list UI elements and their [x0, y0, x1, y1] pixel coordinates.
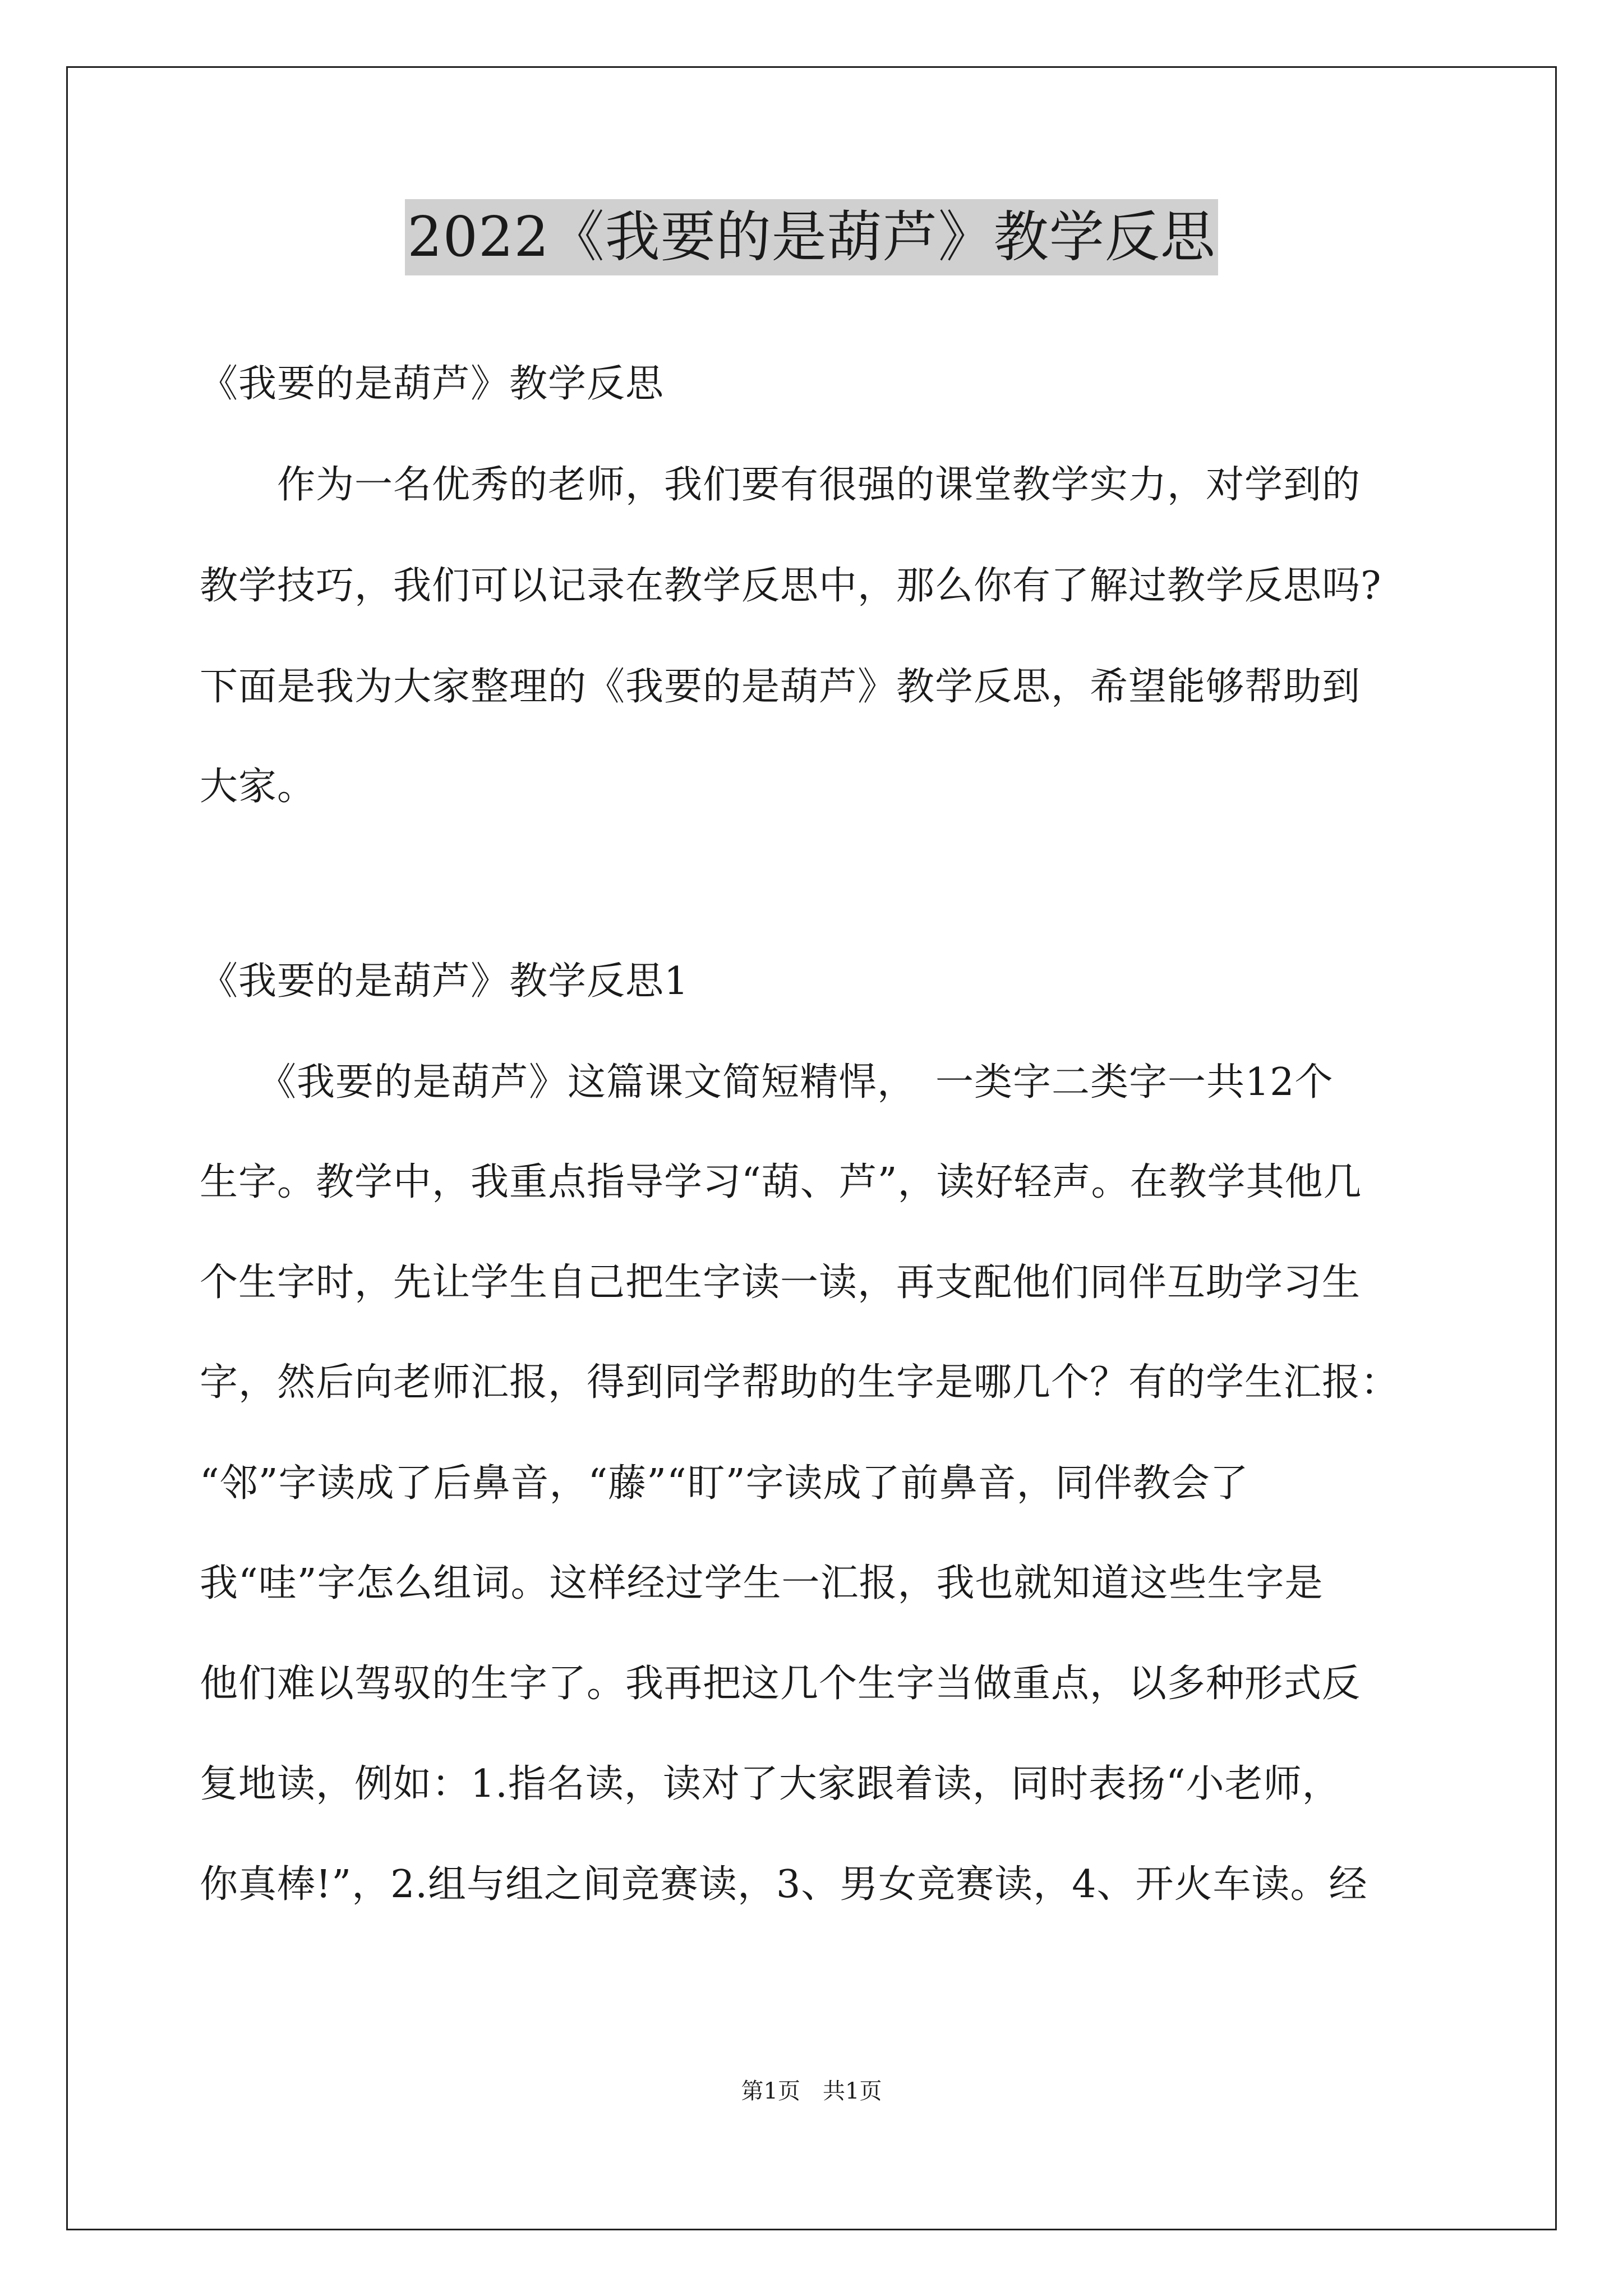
section-line: 《我要的是葫芦》这篇课文简短精悍， 一类字二类字一共12个	[200, 1060, 1334, 1105]
section-line: 个生字时，先让学生自己把生字读一读，再支配他们同伴互助学习生	[200, 1260, 1361, 1305]
title-container	[0, 199, 1623, 275]
document-title: 2022《我要的是葫芦》教学反思	[405, 199, 1218, 275]
section-line: 我“哇”字怎么组词。这样经过学生一汇报，我也就知道这些生字是	[200, 1561, 1324, 1605]
intro-line: 下面是我为大家整理的《我要的是葫芦》教学反思，希望能够帮助到	[200, 665, 1361, 709]
section-heading: 《我要的是葫芦》教学反思1	[200, 959, 689, 1004]
section-line: 他们难以驾驭的生字了。我再把这几个生字当做重点，以多种形式反	[200, 1662, 1361, 1706]
intro-line: 教学技巧，我们可以记录在教学反思中，那么你有了解过教学反思吗?	[200, 564, 1382, 608]
intro-heading: 《我要的是葫芦》教学反思	[200, 362, 665, 406]
intro-line: 作为一名优秀的老师，我们要有很强的课堂教学实力，对学到的	[200, 463, 1361, 507]
section-line: 你真棒!”，2.组与组之间竞赛读，3、男女竞赛读，4、开火车读。经	[200, 1862, 1368, 1907]
section-line: “邻”字读成了后鼻音，“藤”“盯”字读成了前鼻音，同伴教会了	[200, 1461, 1249, 1506]
intro-line: 大家。	[200, 765, 316, 809]
section-line: 生字。教学中，我重点指导学习“葫、芦”，读好轻声。在教学其他几	[200, 1160, 1362, 1204]
section-line: 复地读，例如：1.指名读，读对了大家跟着读，同时表扬“小老师，	[200, 1762, 1341, 1806]
page-footer: 第1页 共1页	[741, 2078, 882, 2104]
section-line: 字，然后向老师汇报，得到同学帮助的生字是哪几个？有的学生汇报：	[200, 1360, 1400, 1405]
